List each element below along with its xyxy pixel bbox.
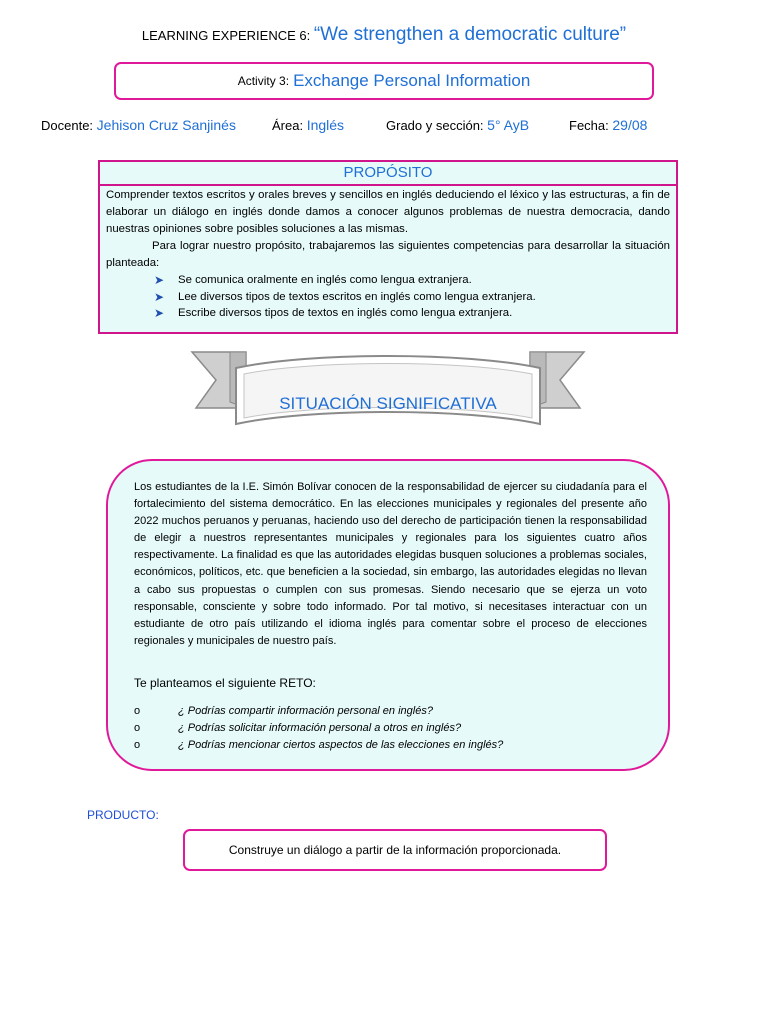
proposito-title: PROPÓSITO [100,162,676,186]
situacion-text: Los estudiantes de la I.E. Simón Bolívar conocen de la responsabilidad de ejercer su ciudadanía para el fortalecimiento del sistema democrático. En las elecciones municipales y regionales del presente año 2022 muchos peruanos y peruanas, haciendo uso del derecho de participación tienen la responsabilidad de elegir a nuestros representantes municipales y regionales para los siguientes cuatro años respectivamente. La finalidad es que las autoridades elegidas busquen soluciones a problemas sociales, económicos, políticos, etc. que beneficien a la sociedad, sin embargo, las autoridades elegidas no llevan a cabo sus propuestas o cumplen con sus promesas. Siendo necesario que se ejerza un voto responsable, consciente y sobre todo informado. Por tal motivo, si necesitases interactuar con un estudiante de otro país utilizando el idioma inglés para comentar sobre el proceso de elecciones regionales y municipales de nuestro país. [134,481,647,647]
arrow-bullet-icon: ➤ [154,273,165,287]
producto-box [183,829,607,871]
docente-value: Jehison Cruz Sanjinés [96,117,236,133]
grado-label: Grado y sección: [386,118,484,133]
circle-bullet-icon: o [134,705,141,717]
proposito-panel [98,160,678,334]
list-item [134,737,503,754]
reto-intro: Te planteamos el siguiente RETO: [134,676,316,690]
list-item [154,289,670,306]
circle-bullet-icon: o [134,739,141,751]
reto-text: ¿ Podrías compartir información personal en inglés? [178,705,433,717]
proposito-paragraph-1: Comprender textos escritos y orales breves y sencillos en inglés deduciendo el léxico y las estructuras, a fin de elaborar un diálogo en inglés donde damos a conocer algunos problemas de nuestra democracia, dando nuestras opiniones sobre posibles soluciones a las mismas. [106,189,670,235]
situacion-title: SITUACIÓN SIGNIFICATIVA [279,394,497,413]
proposito-paragraph-2: Para lograr nuestro propósito, trabajaremos las siguientes competencias para desarrollar la situación planteada: [106,240,670,269]
activity-box [114,62,654,100]
producto-label: PRODUCTO: [87,808,159,822]
ribbon-banner-icon [190,344,586,436]
reto-text: ¿ Podrías mencionar ciertos aspectos de las elecciones en inglés? [178,739,504,751]
list-item [154,305,670,322]
grado-field [386,117,529,133]
arrow-bullet-icon: ➤ [154,306,165,320]
activity-title: Exchange Personal Information [293,71,531,90]
area-value: Inglés [306,117,345,133]
docente-field [41,117,236,133]
header-line [0,24,768,46]
competencias-list [106,272,670,322]
proposito-body [100,186,676,322]
header-prefix: LEARNING EXPERIENCE 6: [141,28,311,43]
competencia-text: Se comunica oralmente en inglés como lengua extranjera. [178,274,472,286]
fecha-field [569,117,647,133]
list-item [134,703,503,720]
area-label: Área: [272,118,304,133]
fecha-value: 29/08 [612,117,648,133]
producto-text: Construye un diálogo a partir de la información proporcionada. [228,843,562,857]
docente-label: Docente: [41,118,94,133]
list-item [134,720,503,737]
competencia-text: Escribe diversos tipos de textos en inglés como lengua extranjera. [178,307,513,319]
competencia-text: Lee diversos tipos de textos escritos en inglés como lengua extranjera. [178,290,536,303]
area-field [272,117,344,133]
reto-list [134,703,503,754]
grado-value: 5° AyB [487,117,530,133]
list-item [154,272,670,289]
situacion-panel [106,459,670,771]
fecha-label: Fecha: [569,118,609,133]
circle-bullet-icon: o [134,722,141,734]
header-title: “We strengthen a democratic culture” [313,24,627,45]
reto-text: ¿ Podrías solicitar información personal a otros en inglés? [178,722,462,734]
arrow-bullet-icon: ➤ [154,289,165,304]
activity-prefix: Activity 3: [237,74,290,88]
